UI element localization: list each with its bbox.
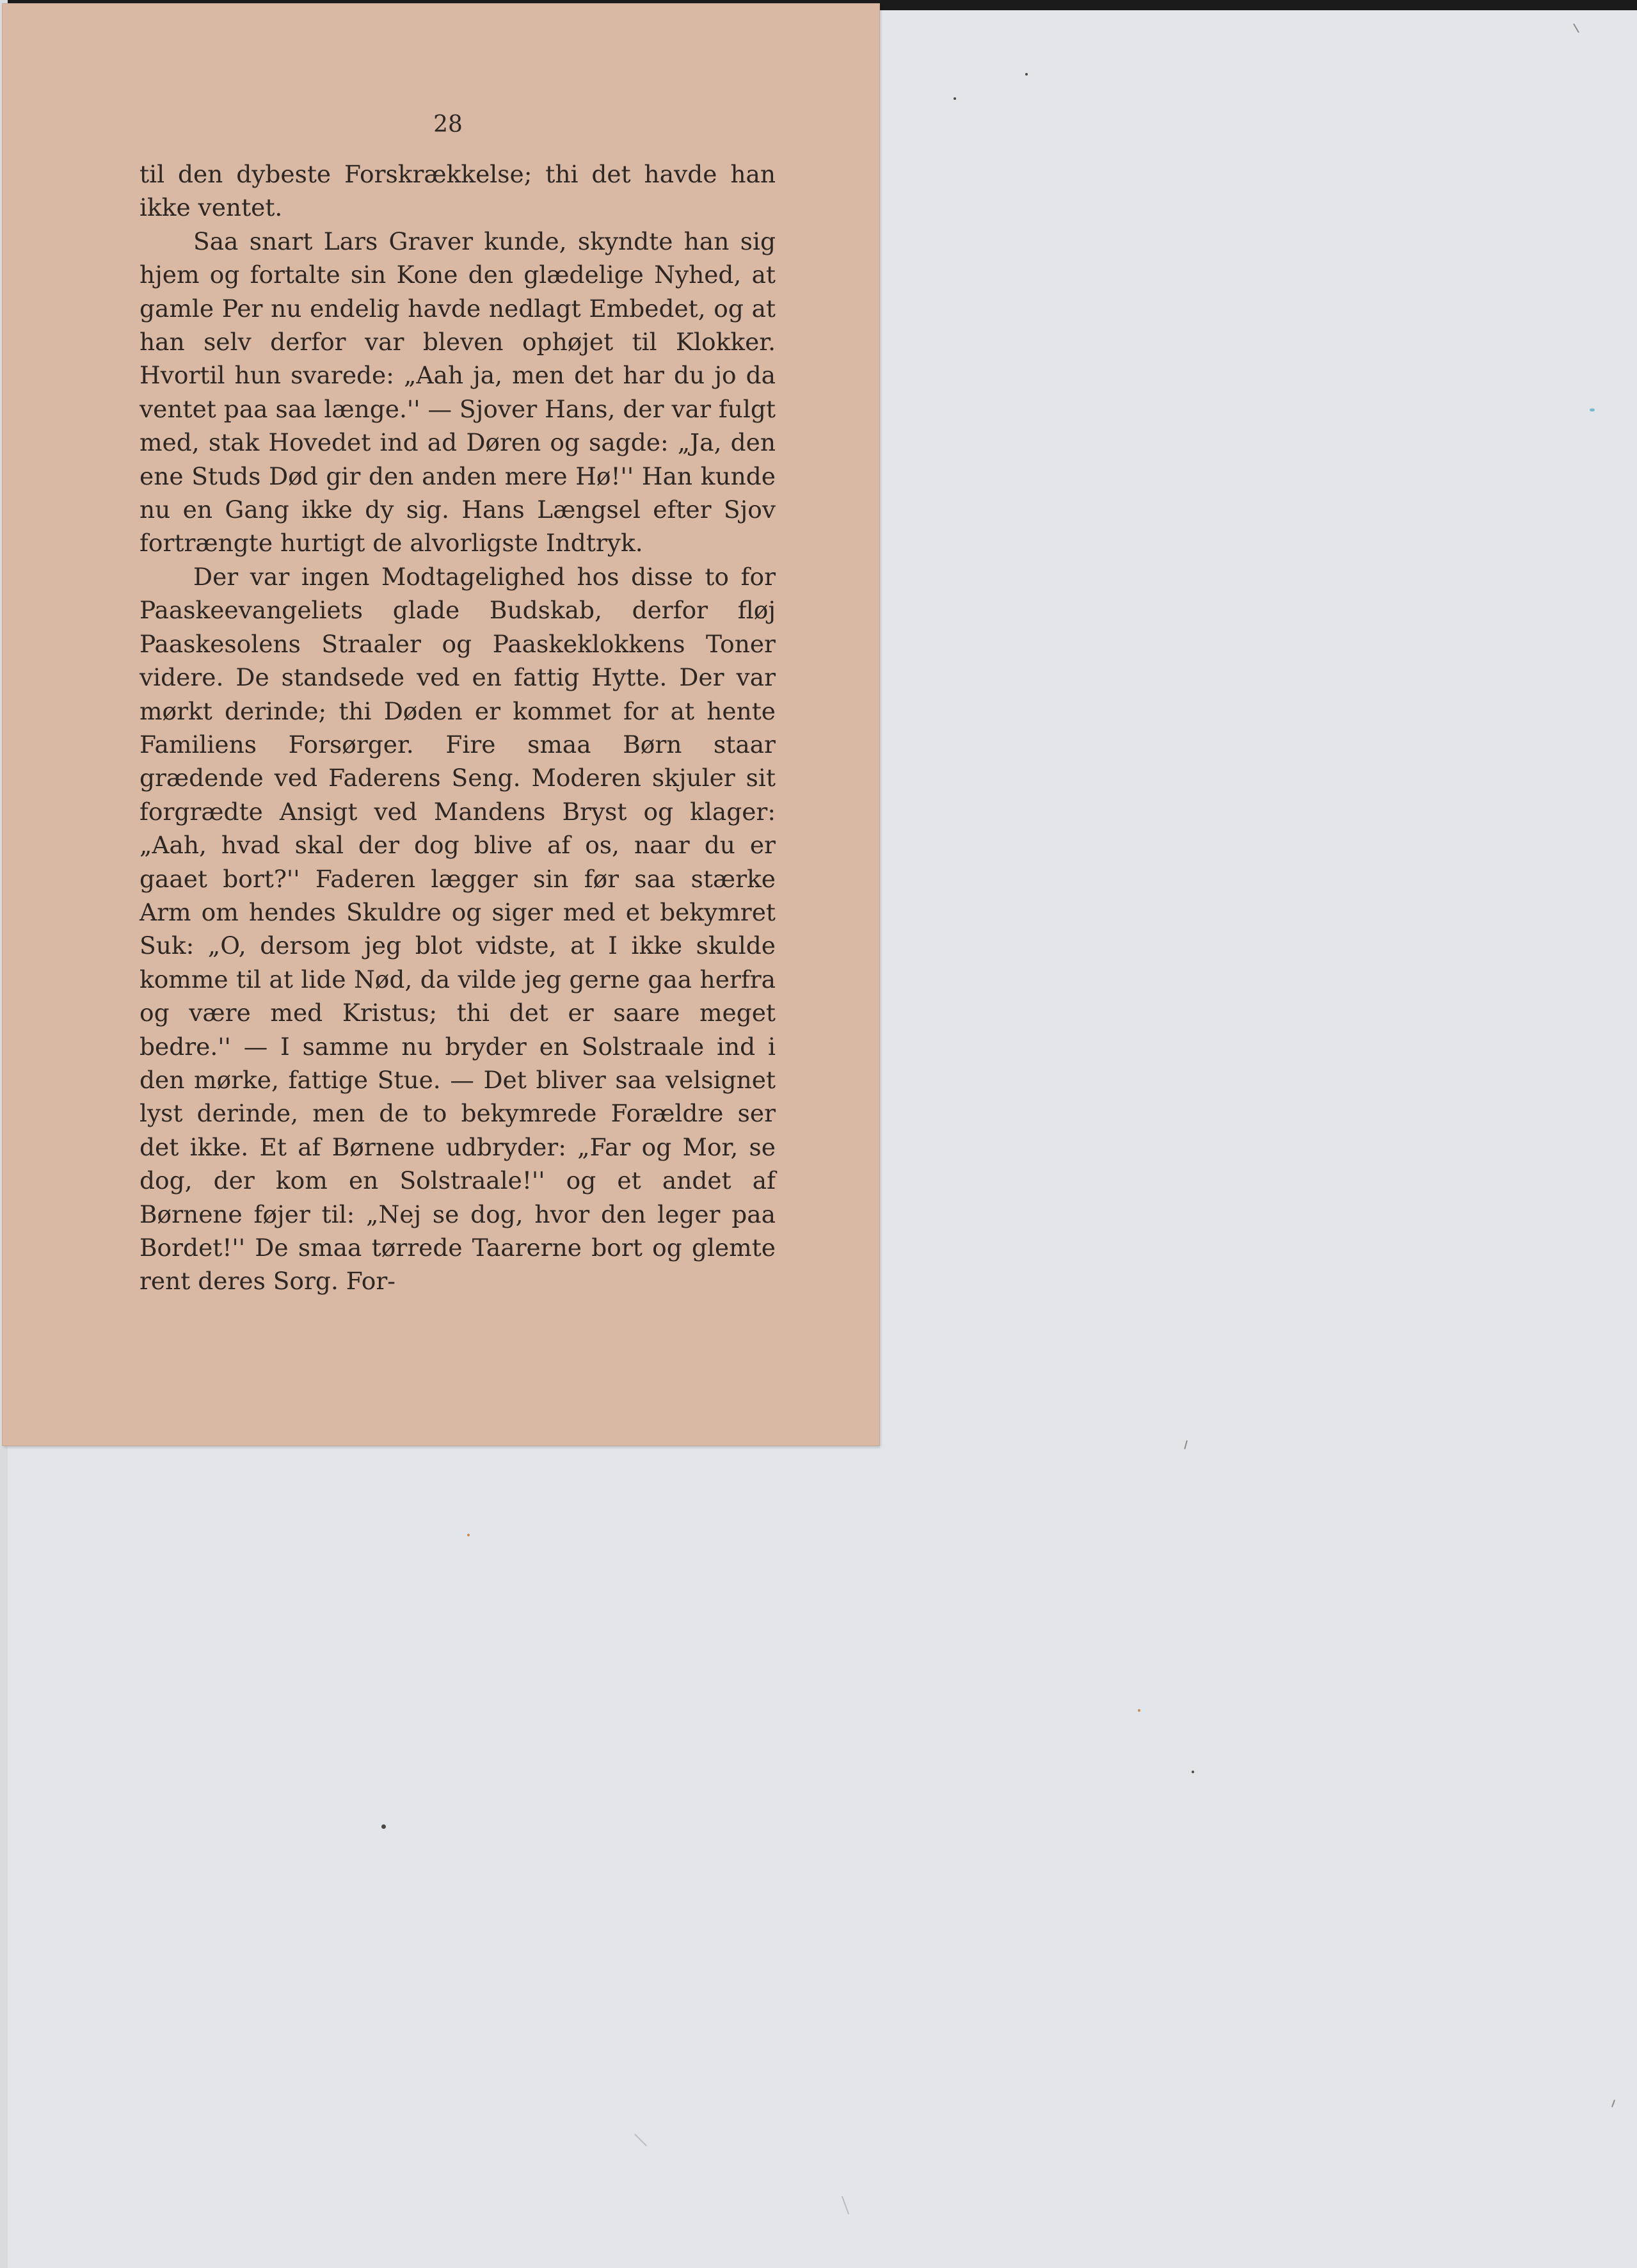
dust-speck: [1025, 73, 1028, 76]
book-page: [3, 4, 879, 1445]
dust-speck: [954, 97, 956, 100]
page-body-text: [140, 157, 776, 1298]
scratch-mark: [1573, 24, 1579, 33]
paragraph-3: Der var ingen Modtagelighed hos disse to for Paaskeevangeliets glade Budskab, derfor fløj Paaskesolens Straaler og Paaskeklokkens Toner videre. De standsede ved en fattig Hytte. Der var mørkt derinde; thi Døden er kommet for at hente Familiens Forsørger. Fire smaa Børn staar grædende ved Faderens Seng. Moderen skjuler sit forgrædte Ansigt ved Mandens Bryst og klager: „Aah, hvad skal der dog blive af os, naar du er gaaet bort?'' Faderen lægger sin før saa stærke Arm om hendes Skuldre og siger med et bekymret Suk: „O, dersom jeg blot vidste, at I ikke skulde komme til at lide Nød, da vilde jeg gerne gaa herfra og være med Kristus; thi det er saare meget bedre.'' — I samme nu bryder en Solstraale ind i den mørke, fattige Stue. — Det bliver saa velsignet lyst derinde, men de to bekymrede Forældre ser det ikke. Et af Børnene udbryder: „Far og Mor, se dog, der kom en Solstraale!'' og et andet af Børnene føjer til: „Nej se dog, hvor den leger paa Bordet!'' De smaa tørrede Taarerne bort og glemte rent deres Sorg. For-: [140, 562, 776, 1296]
dust-speck: [1192, 1771, 1194, 1773]
page-number: 28: [433, 111, 463, 138]
paragraph-1: til den dybeste Forskrækkelse; thi det havde han ikke ventet.: [140, 160, 776, 222]
dust-speck: [467, 1534, 470, 1536]
scratch-mark: [1184, 1440, 1188, 1449]
paragraph-2: Saa snart Lars Graver kunde, skyndte han sig hjem og fortalte sin Kone den glædelige Nyhed, at gamle Per nu endelig havde nedlagt Embedet, og at han selv derfor var bleven ophøjet til Klokker. Hvortil hun svarede: „Aah ja, men det har du jo da ventet paa saa længe.'' — Sjover Hans, der var fulgt med, stak Hovedet ind ad Døren og sagde: „Ja, den ene Studs Død gir den anden mere Hø!'' Han kunde nu en Gang ikke dy sig. Hans Længsel efter Sjov fortrængte hurtigt de alvorligste Indtryk.: [140, 227, 776, 558]
dust-speck: [1590, 408, 1595, 412]
dust-speck: [1138, 1709, 1140, 1712]
scratch-mark: [842, 2196, 849, 2215]
scratch-mark: [634, 2134, 647, 2146]
dust-speck: [381, 1824, 386, 1829]
scratch-mark: [1611, 2100, 1615, 2107]
